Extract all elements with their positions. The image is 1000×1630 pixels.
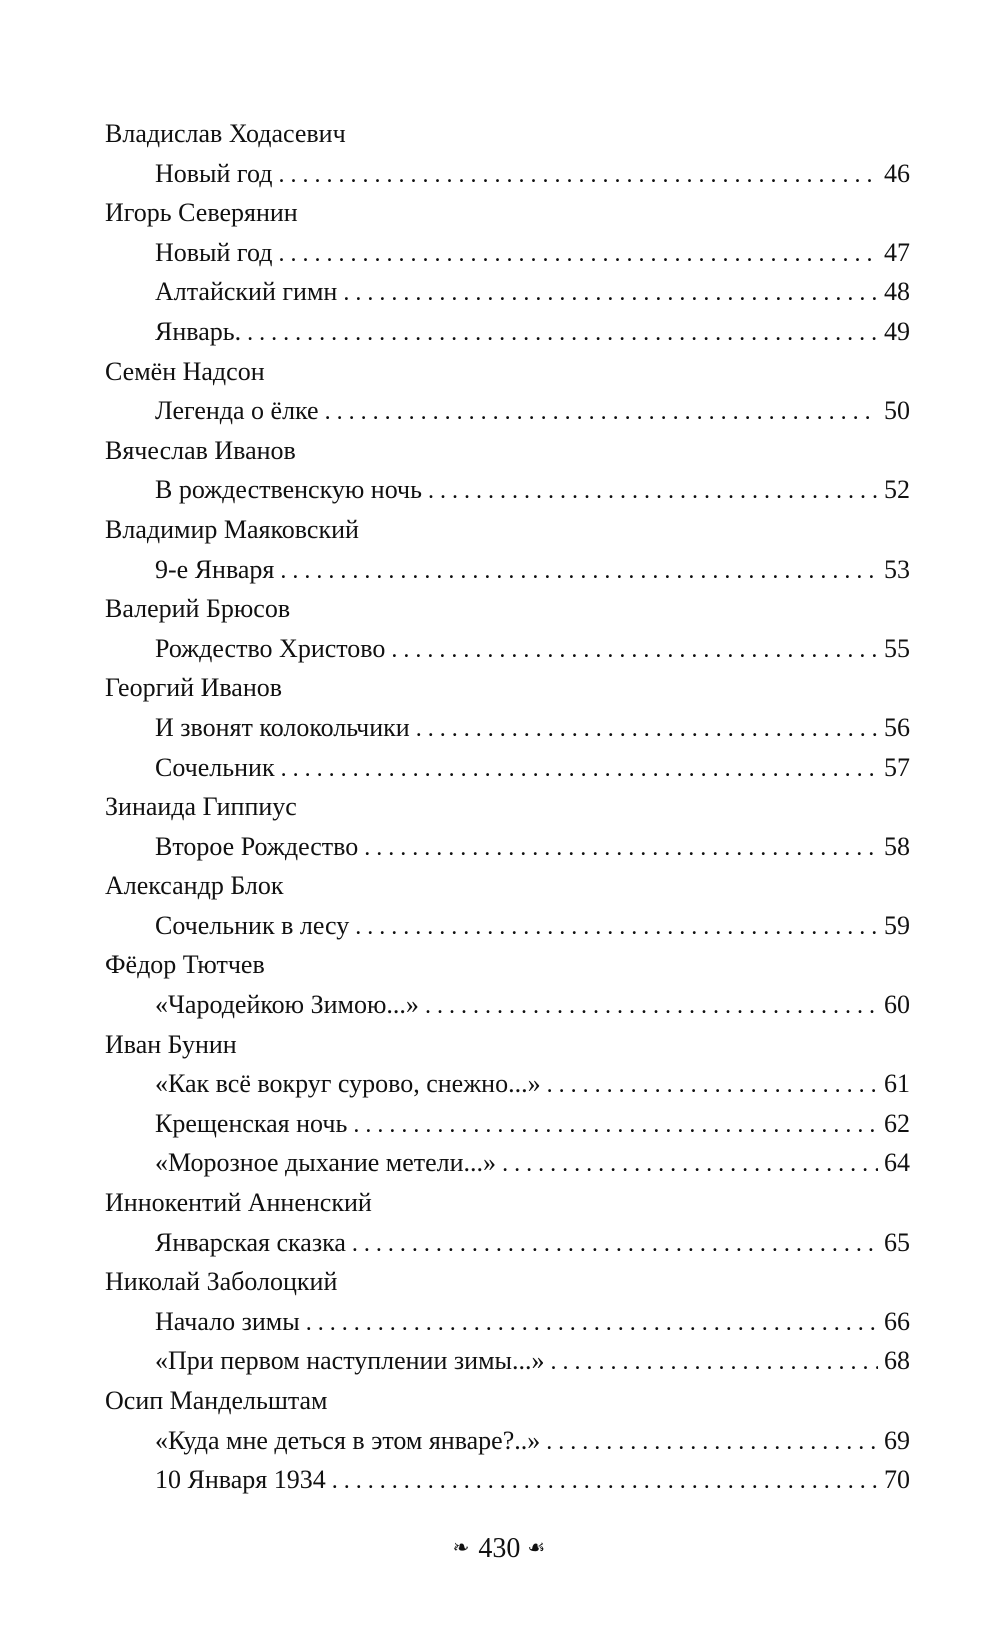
toc-entry-page: 47 xyxy=(884,237,910,267)
toc-entry-page: 61 xyxy=(884,1069,910,1099)
toc-author: Вячеслав Иванов xyxy=(105,435,296,465)
dot-leader xyxy=(502,1145,878,1185)
dot-leader xyxy=(425,987,878,1027)
toc-entry-page: 46 xyxy=(884,158,910,188)
toc-entry-title: 10 Января 1934 xyxy=(155,1465,326,1495)
page-number: 430 xyxy=(478,1533,521,1564)
toc-entry-page: 70 xyxy=(884,1465,910,1495)
dot-leader xyxy=(364,829,878,869)
dot-leader xyxy=(280,552,878,592)
toc-entry-page: 57 xyxy=(884,752,910,782)
toc-author: Зинаида Гиппиус xyxy=(105,792,297,822)
toc-entry-title: «Морозное дыхание метели...» xyxy=(155,1148,497,1178)
dot-leader xyxy=(278,235,878,275)
table-of-contents xyxy=(105,114,910,1500)
toc-entry-title: 9-е Января xyxy=(155,554,275,584)
toc-entry-page: 59 xyxy=(884,910,910,940)
toc-author: Игорь Северянин xyxy=(105,198,298,228)
dot-leader xyxy=(391,631,878,671)
left-ornament-icon: ❧ xyxy=(452,1537,472,1559)
dot-leader xyxy=(416,710,878,750)
toc-entry-title: Рождество Христово xyxy=(155,633,386,663)
toc-entry-page: 68 xyxy=(884,1346,910,1376)
toc-entry-title: «При первом наступлении зимы...» xyxy=(155,1346,545,1376)
toc-entry-page: 48 xyxy=(884,277,910,307)
toc-entry[interactable] xyxy=(105,391,910,431)
toc-entry[interactable] xyxy=(105,1421,910,1461)
toc-entry[interactable] xyxy=(105,906,910,946)
dot-leader xyxy=(325,393,878,433)
dot-leader xyxy=(547,1066,878,1106)
toc-entry-page: 50 xyxy=(884,396,910,426)
toc-entry-title: «Куда мне деться в этом январе?..» xyxy=(155,1425,541,1455)
dot-leader xyxy=(278,156,878,196)
toc-entry[interactable] xyxy=(105,550,910,590)
toc-entry-title: И звонят колокольчики xyxy=(155,712,410,742)
toc-entry[interactable] xyxy=(105,233,910,273)
toc-entry[interactable] xyxy=(105,1223,910,1263)
toc-entry[interactable] xyxy=(105,629,910,669)
toc-entry-page: 58 xyxy=(884,831,910,861)
toc-entry-page: 62 xyxy=(884,1108,910,1138)
toc-entry[interactable] xyxy=(105,1104,910,1144)
dot-leader xyxy=(352,1225,878,1265)
dot-leader xyxy=(306,1304,878,1344)
toc-entry-page: 53 xyxy=(884,554,910,584)
toc-entry[interactable] xyxy=(105,470,910,510)
toc-entry[interactable] xyxy=(105,1064,910,1104)
toc-entry-title: Алтайский гимн xyxy=(155,277,338,307)
toc-entry[interactable] xyxy=(105,272,910,312)
toc-entry[interactable] xyxy=(105,985,910,1025)
toc-entry-page: 55 xyxy=(884,633,910,663)
toc-entry-page: 52 xyxy=(884,475,910,505)
dot-leader xyxy=(353,1106,878,1146)
dot-leader xyxy=(332,1462,878,1502)
dot-leader xyxy=(551,1343,879,1383)
toc-entry-page: 65 xyxy=(884,1227,910,1257)
toc-entry-page: 66 xyxy=(884,1306,910,1336)
toc-entry-title: В рождественскую ночь xyxy=(155,475,422,505)
toc-entry-title: Начало зимы xyxy=(155,1306,300,1336)
toc-author: Владислав Ходасевич xyxy=(105,119,346,148)
toc-entry[interactable] xyxy=(105,748,910,788)
toc-entry-title: Сочельник в лесу xyxy=(155,910,350,940)
toc-author: Валерий Брюсов xyxy=(105,594,291,624)
toc-entry[interactable] xyxy=(105,1302,910,1342)
toc-author: Иннокентий Анненский xyxy=(105,1188,372,1218)
dot-leader xyxy=(247,314,878,354)
toc-author: Николай Заболоцкий xyxy=(105,1267,338,1297)
dot-leader xyxy=(428,472,878,512)
toc-entry-title: Сочельник xyxy=(155,752,275,782)
toc-entry-title: «Чародейкою Зимою...» xyxy=(155,990,419,1020)
dot-leader xyxy=(343,274,878,314)
page-folio xyxy=(0,1530,1000,1567)
toc-entry[interactable] xyxy=(105,827,910,867)
toc-entry-title: Новый год xyxy=(155,158,273,188)
toc-author: Георгий Иванов xyxy=(105,673,283,703)
toc-entry[interactable] xyxy=(105,708,910,748)
toc-author: Владимир Маяковский xyxy=(105,514,359,544)
toc-entry-page: 64 xyxy=(884,1148,910,1178)
toc-entry-page: 69 xyxy=(884,1425,910,1455)
toc-entry-page: 56 xyxy=(884,712,910,742)
toc-entry[interactable] xyxy=(105,1460,910,1500)
toc-entry-title: Крещенская ночь xyxy=(155,1108,348,1138)
toc-entry-title: Новый год xyxy=(155,237,273,267)
toc-entry[interactable] xyxy=(105,1143,910,1183)
toc-entry-title: «Как всё вокруг сурово, снежно...» xyxy=(155,1069,541,1099)
toc-entry[interactable] xyxy=(105,1341,910,1381)
toc-author: Александр Блок xyxy=(105,871,284,901)
toc-entry[interactable] xyxy=(105,154,910,194)
toc-entry[interactable] xyxy=(105,312,910,352)
toc-entry-page: 49 xyxy=(884,316,910,346)
toc-entry-title: Легенда о ёлке xyxy=(155,396,319,426)
toc-author: Осип Мандельштам xyxy=(105,1386,328,1415)
right-ornament-icon: ☙ xyxy=(527,1537,548,1559)
dot-leader xyxy=(281,750,878,790)
toc-entry-page: 60 xyxy=(884,990,910,1020)
toc-entry-title: Январская сказка xyxy=(155,1227,346,1257)
toc-author: Фёдор Тютчев xyxy=(105,950,265,980)
dot-leader xyxy=(355,908,878,948)
dot-leader xyxy=(546,1423,878,1463)
toc-entry-title: Январь. xyxy=(155,316,242,346)
toc-entry-title: Второе Рождество xyxy=(155,831,359,861)
toc-author: Иван Бунин xyxy=(105,1029,237,1059)
toc-author: Семён Надсон xyxy=(105,356,265,386)
